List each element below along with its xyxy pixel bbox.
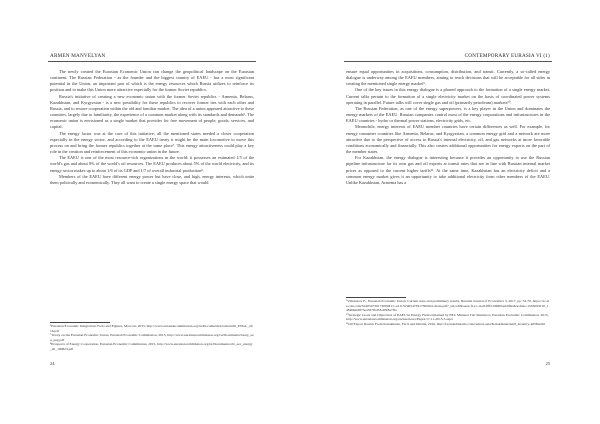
footnote: ⁸Prospects of Energy Cooperation, Eurasian Economic Commission, 2015, http://www.eurasiancommission.org/ru/Documents/sbr_eec_energy_all_190823.pdf — [50, 342, 253, 351]
footnote-rule — [346, 297, 406, 298]
paragraph: Russia's initiative of creating a new economic union with the former Soviet republics - Armenia, Belarus, Kazakhstan, and Kyrgyzstan - is a new possibility for these republics to recover former ties with each other and Russia, and to restore cooperation within the old and familiar market. The idea of a union appeared attractive to these countries, largely due to familiarity, the experience of a common market along with its standards and demands⁶. The economic union is envisioned as a single market that provides for free movement of people, goods, services, and capital. — [50, 93, 254, 130]
footnote: ⁹Vinokurov E., Eurasian Economic Union: Current state and preliminary results, Russian Journal of Economics 3, 2017, pp. 54-70, https://ac.els-cdn.com/S2405473917300041/1-s2.0-S2405473917300041-main.pdf?_tid=e63baeee-f1a1-11e8-8ff3-00000aab0f6c&acdnat=1543093210_1a8466ab8f75ea567fbd53a05f8a7ffa — [346, 299, 550, 313]
paragraph: Meanwhile, energy interests of EAEU member countries have certain differences as well. For example, for energy consumer countries like Armenia, Belarus, and Kyrgyzstan, a common energy grid and a network are more attractive due to the perspective of access to Russia's internal electricity, oil, and gas networks at more favorable conditions economically and financially. This also creates additional opportunities for energy exports on the part of the member states. — [346, 124, 550, 155]
header-rule — [344, 61, 552, 62]
paragraph: The newly created the Eurasian Economic Union can change the geopolitical landscape on the Eurasian continent. The Russian Federation - as the founder and the biggest country of EAEU - has a most significant potential in the Union, an important part of which is the energy resources which Russia utilizes to reinforce its position and to make this Union more attractive especially for the former Soviet republics. — [50, 69, 254, 93]
footnote-rule — [50, 322, 110, 323]
paragraph: The EAEU is one of the most resource-rich organizations in the world; it possesses an estimated 1/5 of the world's gas and about 8% of the world's oil resources. The EAEU produces about 5% of the world electricity, and its energy sector makes up to about 1/6 of its GDP and 1/7 of overall industrial production⁸. — [50, 155, 254, 173]
paragraph: Members of the EAEU have different energy power but have close, and high, energy interests, which unite them politically and economically. They all want to create a single energy space that would — [50, 173, 254, 185]
body-text — [346, 69, 550, 186]
paragraph: One of the key issues in this energy dialogue is a phased approach to the formation of a single energy market. Current talks pertain to the formation of a single electricity market on the basis of coordinated power systems operating in parallel. Future talks will cover single gas and oil (primarily petroleum) markets¹⁰. — [346, 87, 550, 105]
running-header-journal: CONTEMPORARY EURASIA VI (1) — [464, 53, 550, 59]
footnote: ⁶Eurasian Economic Integration: Facts and Figures, Moscow, 2015, http://www.eurasiancommission.org/ru/Documents/broshura26_ENGL_2016.pdf — [50, 324, 253, 333]
header-rule — [48, 61, 256, 62]
footnote: ¹⁰Strategic Goals and Objectives of EAEU in Energy Field explained by EEC Minister Tair Mansurov, Eurasian Economic Commission, 2015, http://www.eurasiancommission.org/en/nae/news/Pages/17-11-2015-5.aspx — [346, 312, 549, 322]
body-text — [50, 69, 254, 186]
footnote: ⁷Treaty on the Eurasian Economic Union, Eurasian Economic Commission, 2015, http://www.eurasiancommission.org/ru/Documents/treaty_eeu_eng.pdf — [50, 333, 254, 342]
running-header-author: ARMEN MANVELYAN — [50, 53, 106, 59]
paragraph: The energy factor was at the core of this initiative; all the mentioned states needed a closer cooperation especially in the energy sector, and according to the EAEU treaty it might be the main locomotive to move this process on and bring the former republics together at the same place⁷. This energy attractiveness could play a key role in the creation and reinforcement of this economic union in the future. — [50, 130, 254, 155]
page-number: 24 — [50, 361, 55, 366]
right-page — [300, 0, 600, 424]
page-number: 25 — [545, 361, 550, 366]
footnote: ¹¹Oil Export Routes From Kazakhstan, Facts and Details, 2016, http://factsanddetails.com/central-asia/Kazakhstan/sub8_4e/entry-4658.html — [346, 321, 545, 326]
paragraph: For Kazakhstan, the energy dialogue is interesting because it provides an opportunity to use the Russian pipeline infrastructure for its own gas and oil exports at transit rates that are in line with Russian internal market prices as opposed to the current higher tariffs¹¹. At the same time, Kazakhstan has an electricity deficit and a common energy market gives it an opportunity to take additional electricity from other members of the EAEU. Unlike Kazakhstan, Armenia has a — [346, 155, 550, 185]
footnotes — [50, 324, 254, 352]
footnotes — [346, 299, 550, 327]
paragraph: The Russian Federation, as one of the energy superpowers, is a key player in the Union and dominates the energy markets of the EAEU. Russian companies control most of the energy corporations and infrastructures in the EAEU countries - hydro or thermal power stations, electricity grids, etc. — [346, 105, 550, 124]
paragraph: ensure equal opportunities in acquisitions, consumption, distribution, and transit. Currently, a so-called energy dialogue is underway among the EAEU members, aiming to reach decisions that will be acceptable for all sides in creating the mentioned single energy market⁹. — [346, 69, 550, 87]
